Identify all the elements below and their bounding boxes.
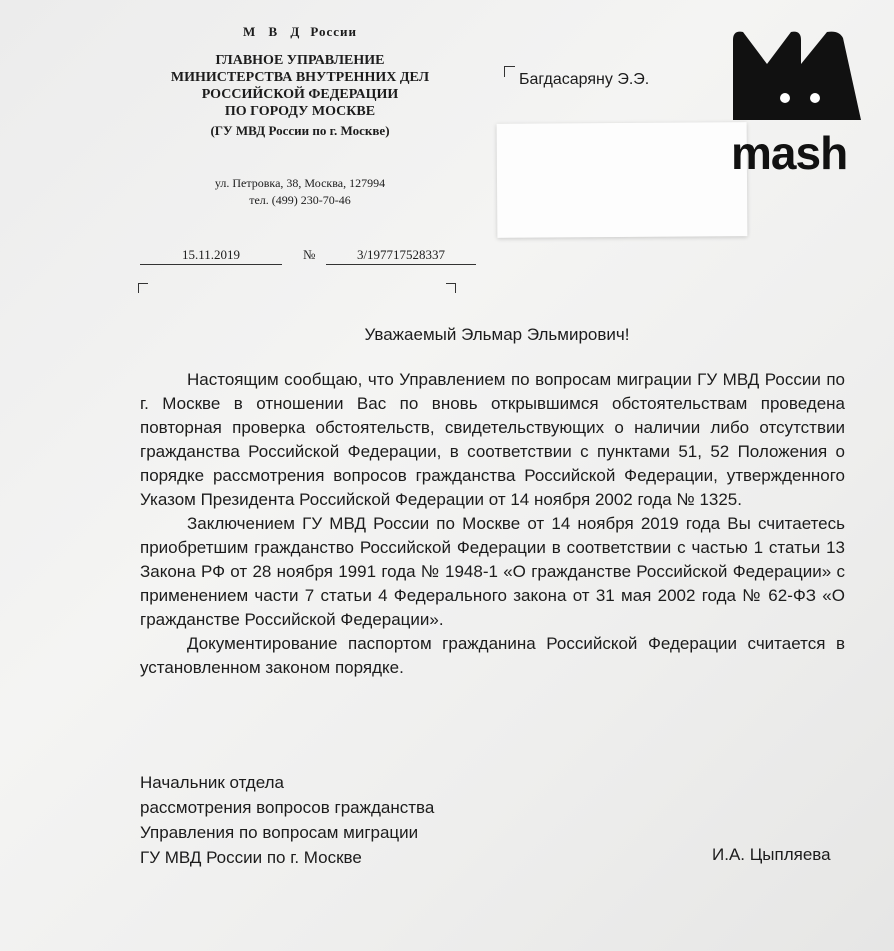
position-line: Начальник отдела <box>140 773 284 792</box>
recipient-corner-mark <box>504 66 515 77</box>
recipient-name: Багдасаряну Э.Э. <box>519 71 650 88</box>
letterhead-address: ул. Петровка, 38, Москва, 127994 <box>214 176 386 190</box>
letterhead <box>150 24 450 209</box>
signatory-name: И.А. Цыпляева <box>712 845 831 864</box>
letterhead-line: ГЛАВНОЕ УПРАВЛЕНИЕ <box>215 53 385 68</box>
letterhead-mvd: М В Д России <box>242 24 358 39</box>
redaction-sticker <box>497 122 748 238</box>
letterhead-abbreviation: (ГУ МВД России по г. Москве) <box>210 123 390 138</box>
letterhead-line: РОССИЙСКОЙ ФЕДЕРАЦИИ <box>201 87 399 102</box>
document-date: 15.11.2019 <box>140 247 282 265</box>
letter-body <box>140 368 845 680</box>
letterhead-line: МИНИСТЕРСТВА ВНУТРЕННИХ ДЕЛ <box>170 70 430 85</box>
address-corner-right <box>446 283 456 293</box>
number-sign: № <box>303 247 316 262</box>
letterhead-line: ПО ГОРОДУ МОСКВЕ <box>224 104 376 119</box>
document-number: 3/197717528337 <box>326 247 476 265</box>
letterhead-phone: тел. (499) 230-70-46 <box>249 193 351 207</box>
address-corner-left <box>138 283 148 293</box>
position-line: Управления по вопросам миграции <box>140 823 419 842</box>
paragraph: Документирование паспортом гражданина Российской Федерации считается в установленном законом порядке. <box>140 634 845 677</box>
position-line: рассмотрения вопросов гражданства <box>140 798 435 817</box>
mash-logo-text: mash <box>731 127 848 179</box>
greeting: Уважаемый Эльмар Эльмирович! <box>364 325 630 344</box>
position-line: ГУ МВД России по г. Москве <box>140 848 362 867</box>
paragraph: Настоящим сообщаю, что Управлением по вопросам миграции ГУ МВД России по г. Москве в отношении Вас по вновь открывшимся обстоятельствам проведена повторная проверка обстоятельств, свидетельствующих о наличии либо отсутствии гражданства Российской Федерации, в соответствии с пунктами 51, 52 Положения о порядке рассмотрения вопросов гражданства Российской Федерации, утвержденного Указом Президента Российской Федерации от 14 ноября 2002 года № 1325. <box>140 370 845 509</box>
signatory-position <box>140 770 434 870</box>
paragraph: Заключением ГУ МВД России по Москве от 14 ноября 2019 года Вы считаетесь приобретшим гражданство Российской Федерации в соответствии с частью 1 статьи 13 Закона РФ от 28 ноября 1991 года № 1948-1 «О гражданстве Российской Федерации» с применением части 7 статьи 4 Федерального закона от 31 мая 2002 года № 62-ФЗ «О гражданстве Российской Федерации». <box>140 514 845 629</box>
